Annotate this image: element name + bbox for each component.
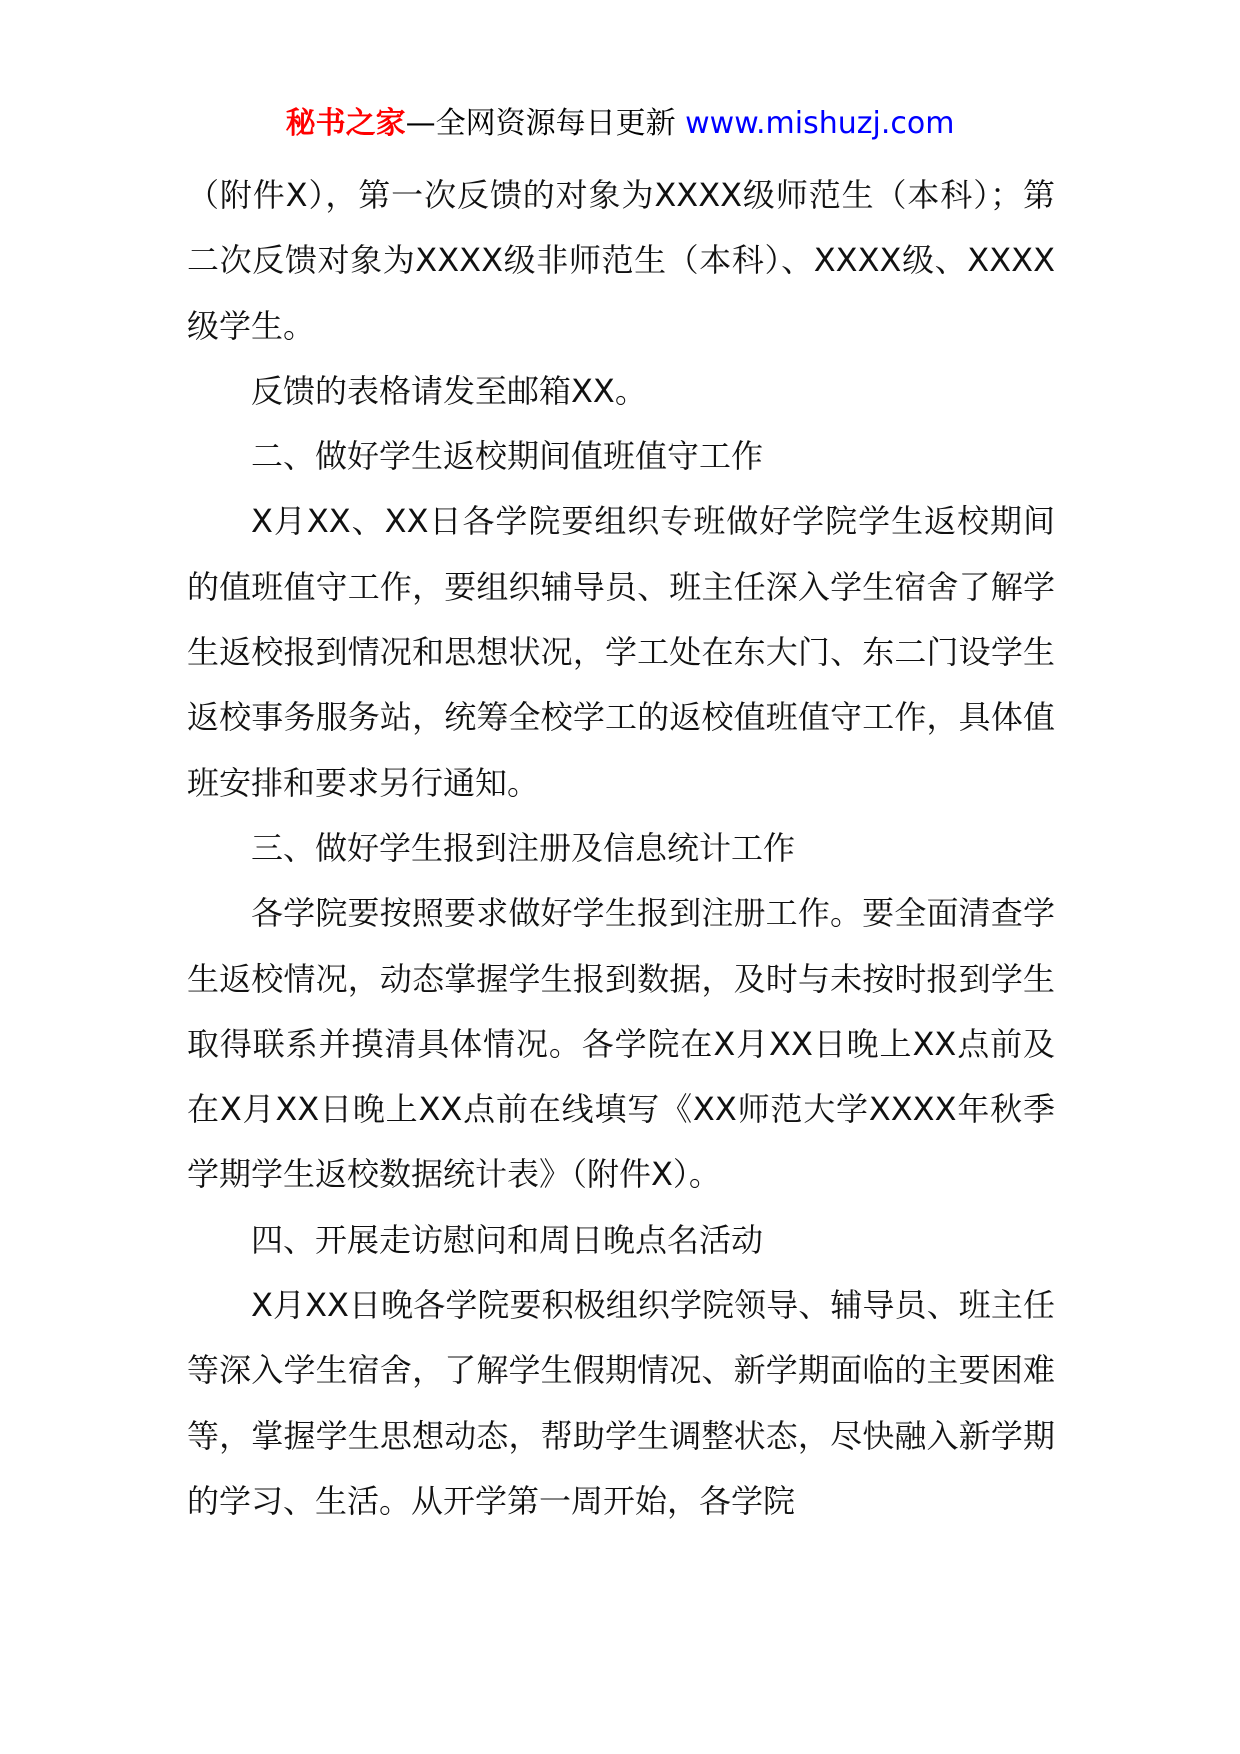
paragraph-duty: X月XX、XX日各学院要组织专班做好学院学生返校期间的值班值守工作，要组织辅导员、班主任深入学生宿舍了解学生返校报到情况和思想状况，学工处在东大门、东二门设学生返校事务服务站，统筹全校学工的返校值班值守工作，具体值班安排和要求另行通知。 [187,502,1055,802]
section-heading-2: 二、做好学生返校期间值班值守工作 [251,437,764,476]
paragraph-email: 反馈的表格请发至邮箱XX。 [251,371,647,410]
site-url-link[interactable]: www.mishuzj.com [685,106,955,141]
site-tagline: —全网资源每日更新 [405,106,686,141]
document-body [187,163,1055,1534]
paragraph-registration: 各学院要按照要求做好学生报到注册工作。要全面清查学生返校情况，动态掌握学生报到数据，及时与未按时报到学生取得联系并摸清具体情况。各学院在X月XX日晚上XX点前及在X月XX日晚上XX点前在线填写《XX师范大学XXXX年秋季学期学生返校数据统计表》（附件X）。 [187,894,1055,1194]
paragraph-visits: X月XX日晚各学院要积极组织学院领导、辅导员、班主任等深入学生宿舍，了解学生假期情况、新学期面临的主要困难等，掌握学生思想动态，帮助学生调整状态，尽快融入新学期的学习、生活。从开学第一周开始，各学院 [187,1286,1055,1520]
section-heading-3: 三、做好学生报到注册及信息统计工作 [251,828,796,867]
paragraph-continuation: （附件X），第一次反馈的对象为XXXX级师范生（本科）；第二次反馈对象为XXXX级非师范生（本科）、XXXX级、XXXX级学生。 [187,176,1055,345]
site-header [0,100,1240,148]
site-brand: 秘书之家 [285,106,406,141]
section-heading-4: 四、开展走访慰问和周日晚点名活动 [251,1220,764,1259]
